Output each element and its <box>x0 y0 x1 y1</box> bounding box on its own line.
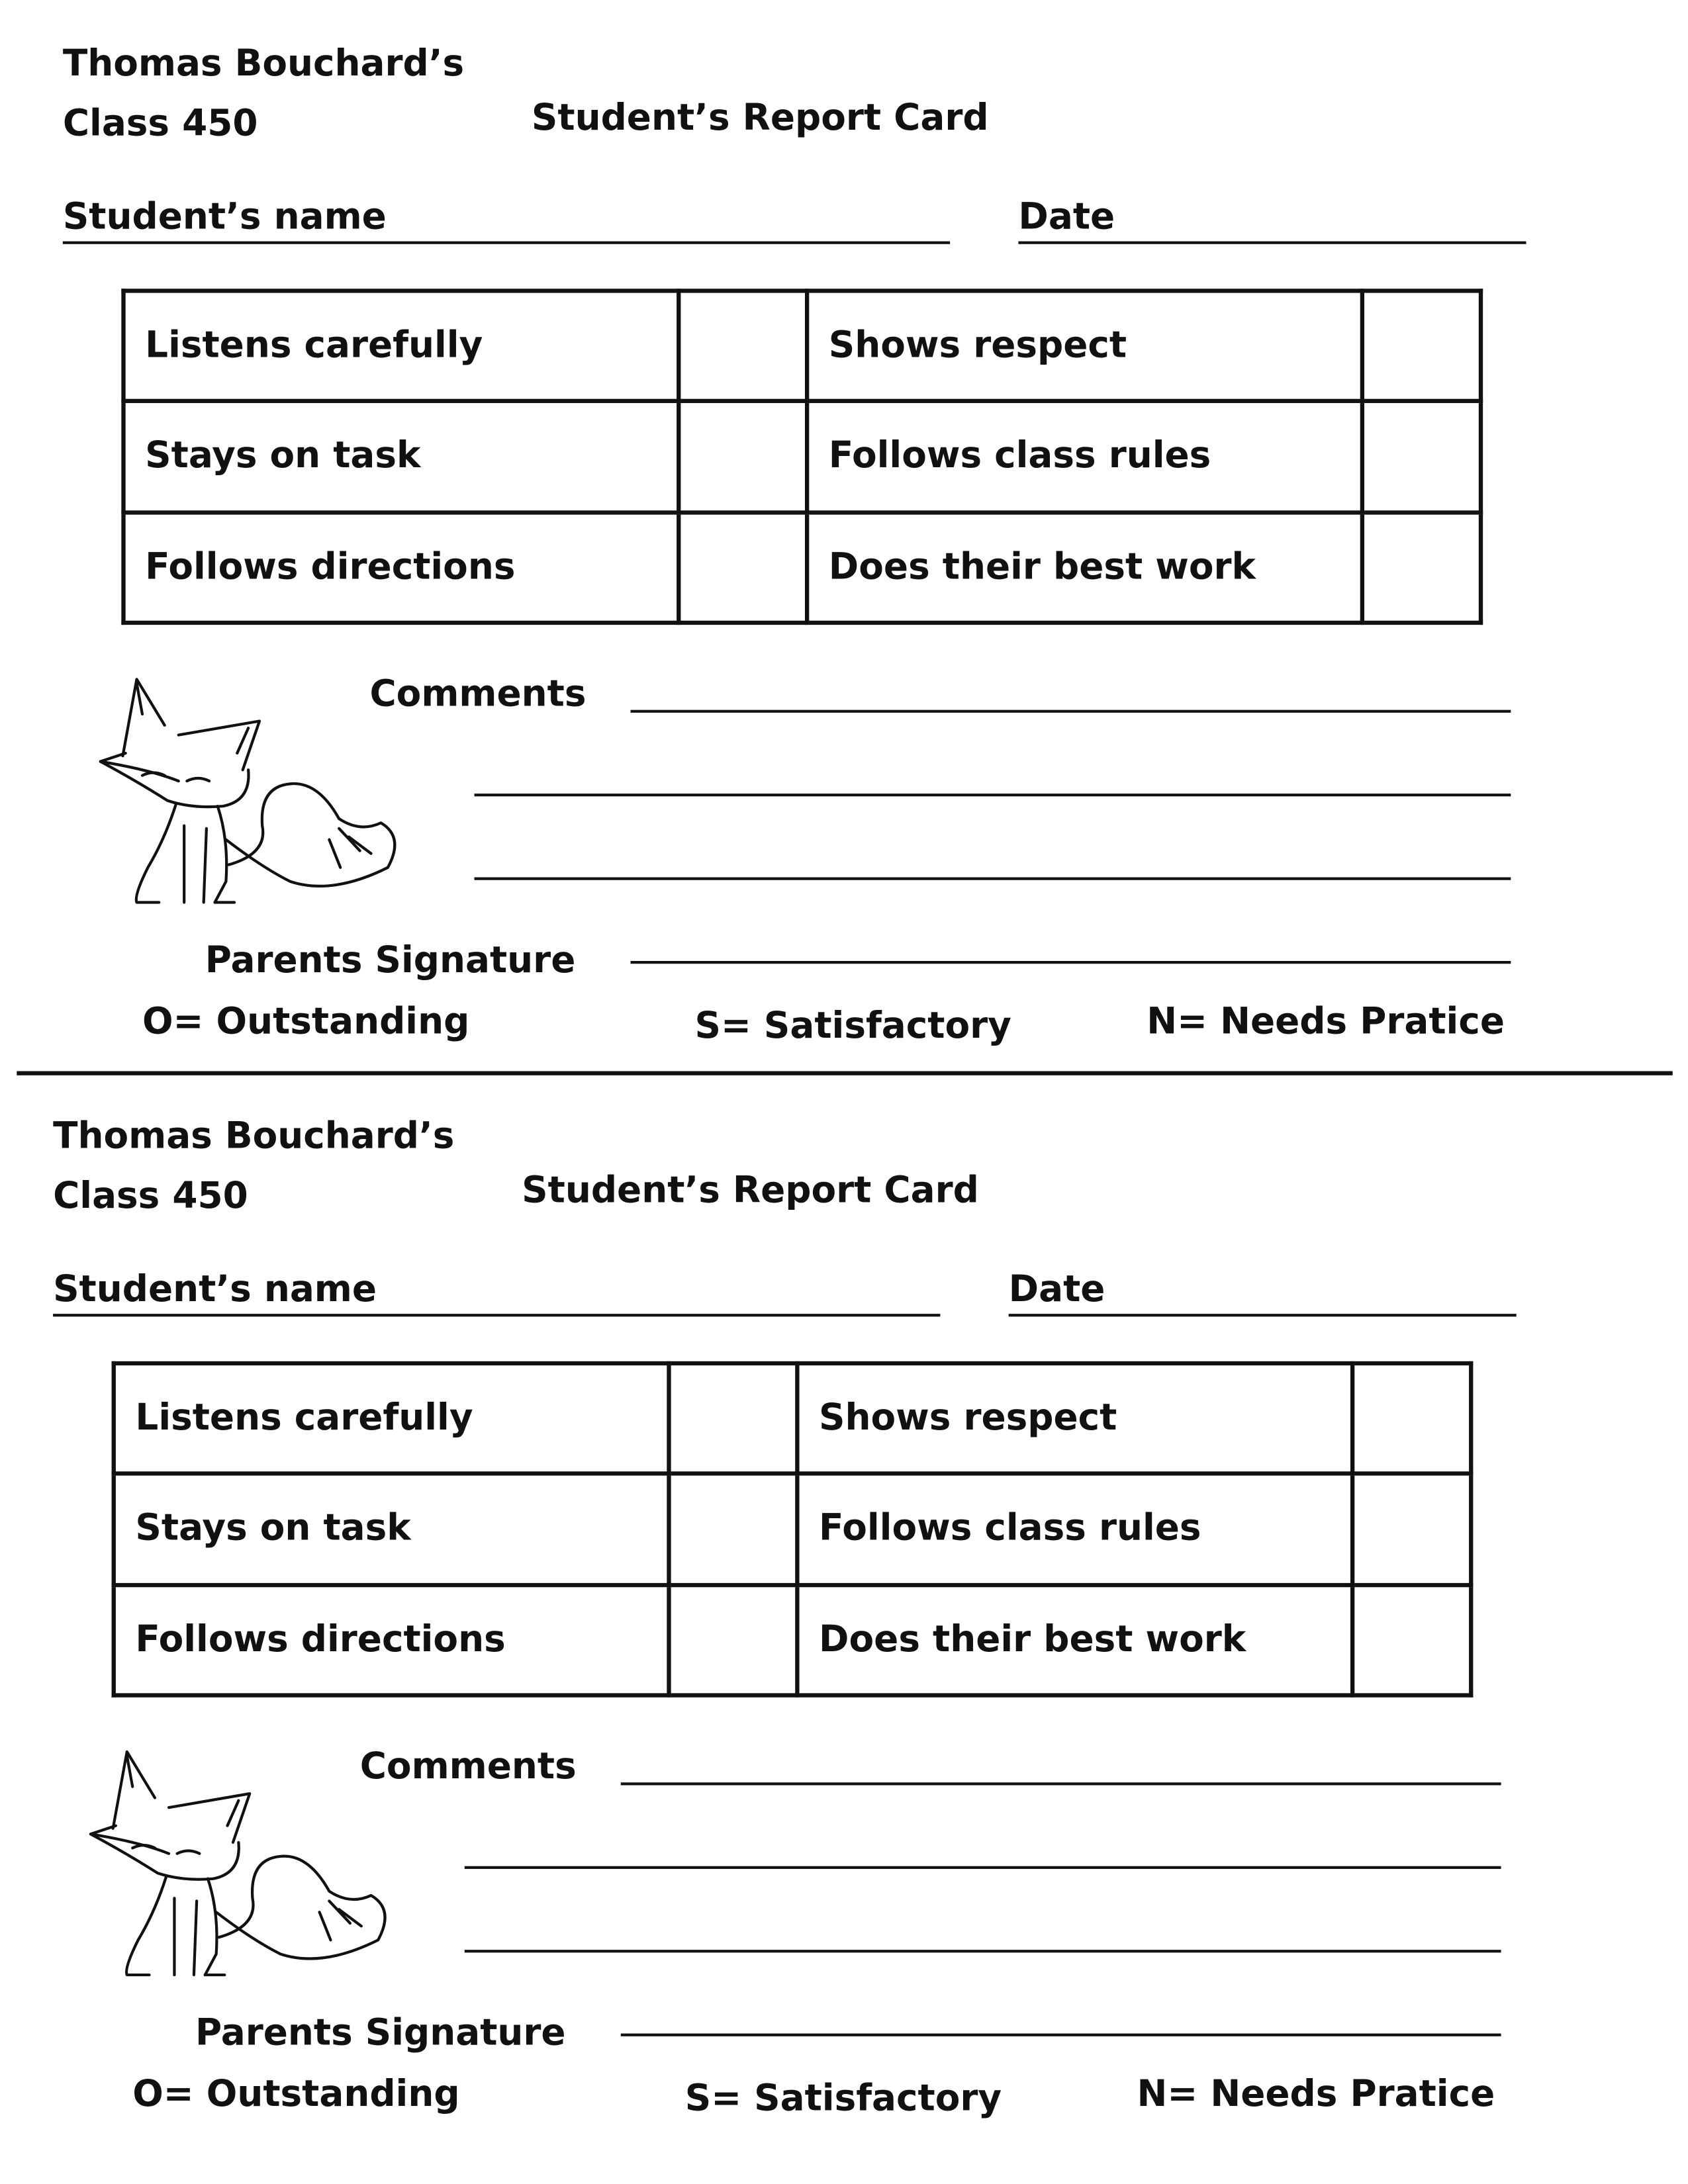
rating-box[interactable] <box>1352 1474 1471 1584</box>
legend-satisfactory: S= Satisfactory <box>694 1005 1011 1048</box>
behavior-row <box>114 1584 1472 1695</box>
card-title: Student’s Report Card <box>531 97 989 140</box>
behavior-row <box>114 1474 1472 1584</box>
behavior-label: Follows directions <box>114 1584 669 1695</box>
student-name-field[interactable] <box>53 1314 940 1316</box>
signature-field[interactable] <box>631 961 1511 964</box>
behavior-label: Does their best work <box>797 1584 1352 1695</box>
legend-outstanding: O= Outstanding <box>132 2073 460 2116</box>
comments-label: Comments <box>359 1746 577 1788</box>
date-field[interactable] <box>1009 1314 1517 1316</box>
signature-label: Parents Signature <box>195 2012 566 2055</box>
behavior-table <box>112 1361 1474 1698</box>
rating-box[interactable] <box>669 1474 797 1584</box>
behavior-row <box>124 512 1481 623</box>
signature-field[interactable] <box>621 2034 1501 2036</box>
rating-box[interactable] <box>669 1363 797 1474</box>
teacher-name: Thomas Bouchard’s <box>62 43 465 85</box>
behavior-row <box>124 402 1481 512</box>
legend-satisfactory: S= Satisfactory <box>684 2078 1002 2120</box>
legend-outstanding: O= Outstanding <box>142 1001 470 1044</box>
legend-needs-practice: N= Needs Pratice <box>1147 1001 1505 1044</box>
behavior-table <box>121 289 1483 625</box>
class-name: Class 450 <box>62 103 258 146</box>
teacher-name: Thomas Bouchard’s <box>53 1115 455 1158</box>
comments-line[interactable] <box>475 794 1511 796</box>
card-title: Student’s Report Card <box>522 1170 979 1212</box>
comments-line[interactable] <box>465 1866 1501 1869</box>
rating-box[interactable] <box>669 1584 797 1695</box>
comments-line[interactable] <box>621 1782 1501 1785</box>
fox-illustration-icon <box>95 672 410 912</box>
behavior-label: Shows respect <box>807 291 1362 401</box>
rating-box[interactable] <box>679 512 807 623</box>
behavior-label: Does their best work <box>807 512 1362 623</box>
comments-label: Comments <box>369 673 586 716</box>
behavior-label: Follows class rules <box>797 1474 1352 1584</box>
behavior-label: Stays on task <box>124 402 679 512</box>
date-label: Date <box>1018 197 1115 239</box>
date-field[interactable] <box>1018 242 1526 244</box>
behavior-label: Follows class rules <box>807 402 1362 512</box>
rating-box[interactable] <box>1362 402 1481 512</box>
comments-line[interactable] <box>631 710 1511 713</box>
behavior-label: Shows respect <box>797 1363 1352 1474</box>
fox-illustration-icon <box>85 1745 400 1984</box>
legend-needs-practice: N= Needs Pratice <box>1137 2073 1495 2116</box>
student-name-label: Student’s name <box>53 1269 377 1311</box>
behavior-label: Follows directions <box>124 512 679 623</box>
student-name-field[interactable] <box>63 242 950 244</box>
class-name: Class 450 <box>53 1175 248 1218</box>
report-card <box>0 0 1688 1073</box>
rating-box[interactable] <box>679 402 807 512</box>
rating-box[interactable] <box>1352 1584 1471 1695</box>
behavior-row <box>124 291 1481 401</box>
cut-line-divider <box>17 1071 1672 1075</box>
rating-box[interactable] <box>1362 291 1481 401</box>
rating-box[interactable] <box>1362 512 1481 623</box>
comments-line[interactable] <box>475 878 1511 880</box>
comments-line[interactable] <box>465 1950 1501 1952</box>
student-name-label: Student’s name <box>62 197 387 239</box>
behavior-label: Listens carefully <box>124 291 679 401</box>
behavior-label: Stays on task <box>114 1474 669 1584</box>
behavior-row <box>114 1363 1472 1474</box>
date-label: Date <box>1008 1269 1105 1311</box>
behavior-label: Listens carefully <box>114 1363 669 1474</box>
report-card <box>0 1073 1678 2146</box>
signature-label: Parents Signature <box>205 940 576 982</box>
rating-box[interactable] <box>1352 1363 1471 1474</box>
rating-box[interactable] <box>679 291 807 401</box>
